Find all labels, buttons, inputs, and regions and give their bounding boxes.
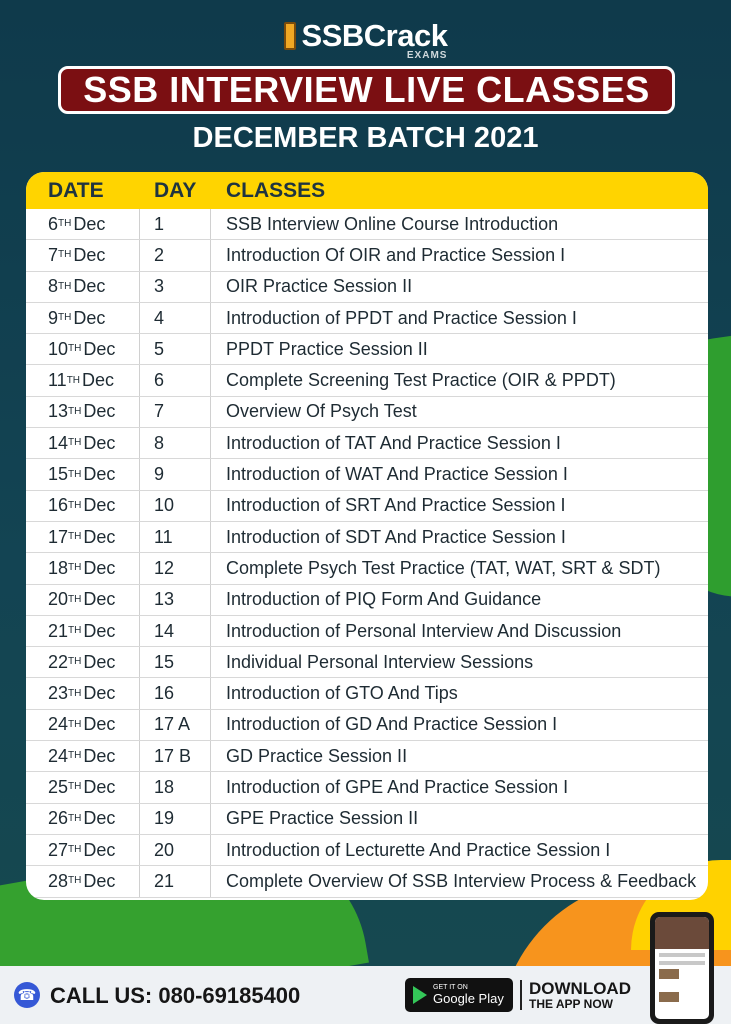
date-number: 15 [48,464,69,485]
google-play-small: GET IT ON [433,984,468,991]
date-month: Dec [83,776,116,797]
download-line-1: DOWNLOAD [529,979,631,998]
cell-day: 1 [140,209,211,239]
cell-class: GPE Practice Session II [226,808,419,829]
cell-day: 2 [140,240,211,270]
table-row [26,647,708,678]
date-month: Dec [83,526,116,547]
date-month: Dec [83,683,116,704]
table-row [26,272,708,303]
date-month: Dec [73,276,106,297]
cell-class: Introduction of TAT And Practice Session I [226,432,561,453]
date-number: 24 [48,745,69,766]
date-number: 24 [48,714,69,735]
cell-class: Introduction of Personal Interview And Discussion [226,620,622,641]
call-us-text[interactable]: CALL US: 080-69185400 [50,983,301,1008]
google-play-button[interactable] [405,978,513,1012]
table-row [26,428,708,459]
cell-day: 9 [140,459,211,489]
table-row [26,553,708,584]
date-month: Dec [83,401,116,422]
cell-day: 15 [140,647,211,677]
cell-class: Introduction of PIQ Form And Guidance [226,589,542,610]
date-number: 10 [48,338,69,359]
date-month: Dec [83,620,116,641]
cell-day: 21 [140,866,211,896]
table-row [26,365,708,396]
cell-date: 23 TH Dec [26,678,140,708]
cell-class: Complete Screening Test Practice (OIR & PPDT) [226,370,616,391]
cell-date: 9 TH Dec [26,303,140,333]
table-row [26,303,708,334]
footer-bar [0,966,731,1024]
cell-date: 13 TH Dec [26,397,140,427]
table-row [26,804,708,835]
date-month: Dec [83,464,116,485]
table-row [26,397,708,428]
cell-class: Complete Overview Of SSB Interview Process & Feedback [226,870,697,891]
date-month: Dec [73,213,106,234]
date-number: 25 [48,776,69,797]
date-number: 27 [48,839,69,860]
date-number: 13 [48,401,69,422]
footer-divider [520,980,522,1010]
date-number: 21 [48,620,69,641]
phone-icon[interactable]: ☎ [14,982,40,1008]
download-app-text [529,980,631,1011]
table-row [26,209,708,240]
table-row [26,678,708,709]
table-row [26,616,708,647]
cell-date: 14 TH Dec [26,428,140,458]
schedule-table [26,172,708,900]
table-row [26,710,708,741]
header-classes: CLASSES [226,178,326,202]
cell-day: 18 [140,772,211,802]
cell-class: PPDT Practice Session II [226,338,428,359]
table-row [26,334,708,365]
date-number: 26 [48,808,69,829]
date-month: Dec [83,557,116,578]
cell-class: Introduction of WAT And Practice Session I [226,464,568,485]
date-number: 17 [48,526,69,547]
cell-class: Introduction of PPDT and Practice Session I [226,307,577,328]
cell-class: Introduction of SDT And Practice Session I [226,526,566,547]
cell-day: 4 [140,303,211,333]
date-month: Dec [83,432,116,453]
date-number: 9 [48,307,59,328]
cell-date: 11 TH Dec [26,365,140,395]
cell-day: 11 [140,522,211,552]
table-row [26,741,708,772]
cell-date: 22 TH Dec [26,647,140,677]
date-number: 28 [48,870,69,891]
download-line-2: THE APP NOW [529,997,614,1011]
cell-date: 25 TH Dec [26,772,140,802]
brand-logo [0,14,731,61]
table-row [26,522,708,553]
cell-date: 8 TH Dec [26,272,140,302]
brand-sub: EXAMS [406,50,448,61]
cell-date: 27 TH Dec [26,835,140,865]
cell-day: 16 [140,678,211,708]
date-number: 18 [48,557,69,578]
date-number: 11 [48,370,67,391]
date-number: 20 [48,589,69,610]
date-number: 6 [48,213,59,234]
date-number: 23 [48,683,69,704]
cell-day: 20 [140,835,211,865]
cell-date: 24 TH Dec [26,710,140,740]
table-row [26,835,708,866]
cell-date: 16 TH Dec [26,491,140,521]
table-row [26,459,708,490]
date-number: 14 [48,432,69,453]
cell-class: SSB Interview Online Course Introduction [226,213,559,234]
phone-thumbnail [659,992,679,1002]
brand-name: SSBCrack [301,18,448,53]
date-number: 16 [48,495,69,516]
medal-icon [284,22,296,50]
cell-date: 21 TH Dec [26,616,140,646]
cell-date: 6 TH Dec [26,209,140,239]
date-month: Dec [83,495,116,516]
header-date: DATE [48,178,104,202]
cell-class: Complete Psych Test Practice (TAT, WAT, SRT & SDT) [226,557,661,578]
date-month: Dec [83,839,116,860]
date-month: Dec [83,870,116,891]
cell-day: 6 [140,365,211,395]
header-day: DAY [154,178,197,202]
cell-class: Introduction of GTO And Tips [226,683,458,704]
date-month: Dec [83,808,116,829]
cell-day: 7 [140,397,211,427]
table-row [26,240,708,271]
phone-mockup-image [650,912,714,1024]
table-header-row [26,172,708,209]
cell-date: 28 TH Dec [26,866,140,896]
cell-day: 17 B [140,741,211,771]
cell-class: OIR Practice Session II [226,276,413,297]
cell-day: 17 A [140,710,211,740]
date-month: Dec [73,307,106,328]
cell-class: Introduction of GPE And Practice Session I [226,776,569,797]
google-play-big: Google Play [433,991,504,1006]
cell-day: 13 [140,585,211,615]
page-subtitle: DECEMBER BATCH 2021 [192,122,539,154]
cell-date: 26 TH Dec [26,804,140,834]
date-number: 8 [48,276,59,297]
date-month: Dec [83,589,116,610]
cell-class: Introduction of SRT And Practice Session I [226,495,566,516]
date-month: Dec [73,244,106,265]
cell-date: 7 TH Dec [26,240,140,270]
cell-date: 24 TH Dec [26,741,140,771]
cell-date: 20 TH Dec [26,585,140,615]
date-number: 7 [48,244,59,265]
cell-day: 14 [140,616,211,646]
cell-date: 17 TH Dec [26,522,140,552]
cell-date: 10 TH Dec [26,334,140,364]
phone-thumbnail [659,969,679,979]
cell-class: GD Practice Session II [226,745,408,766]
date-month: Dec [83,338,116,359]
cell-day: 3 [140,272,211,302]
phone-text-line [659,961,705,965]
table-row [26,585,708,616]
phone-hero-image [655,917,709,949]
cell-day: 10 [140,491,211,521]
date-month: Dec [83,651,116,672]
phone-screen [655,917,709,1019]
cell-day: 5 [140,334,211,364]
brand-wordmark [301,18,448,61]
cell-class: Overview Of Psych Test [226,401,417,422]
cell-day: 12 [140,553,211,583]
cell-date: 18 TH Dec [26,553,140,583]
cell-date: 15 TH Dec [26,459,140,489]
table-row [26,491,708,522]
table-row [26,866,708,897]
google-play-icon [413,986,427,1004]
phone-text-line [659,953,705,957]
cell-class: Introduction Of OIR and Practice Session I [226,244,566,265]
cell-day: 19 [140,804,211,834]
table-body [26,209,708,898]
date-month: Dec [83,745,116,766]
cell-class: Introduction of GD And Practice Session I [226,714,558,735]
page-title: SSB INTERVIEW LIVE CLASSES [83,69,650,110]
date-number: 22 [48,651,69,672]
date-month: Dec [82,370,115,391]
date-month: Dec [83,714,116,735]
cell-class: Introduction of Lecturette And Practice Session I [226,839,611,860]
cell-day: 8 [140,428,211,458]
title-banner [58,66,675,114]
cell-class: Individual Personal Interview Sessions [226,651,534,672]
google-play-label [433,984,504,1006]
table-row [26,772,708,803]
